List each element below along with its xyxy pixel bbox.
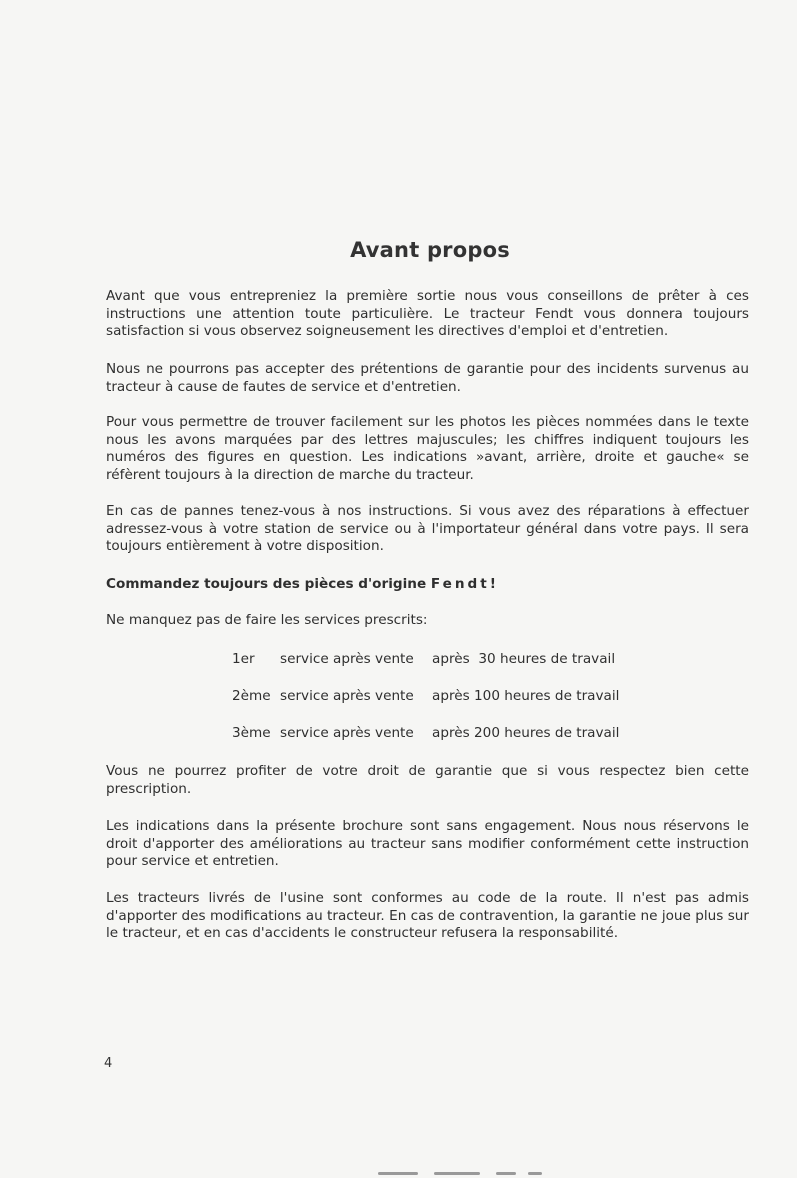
paragraph-photos: Pour vous permettre de trouver facilement sur les photos les pièces nommées dans le texte nous les avons marquées par des lettres majuscules; les chiffres indiquent toujours les numéros des figures en question. Les indications »avant, arrière, droite et gauche« se réfèrent toujours à la direction de marche du tracteur.	[106, 414, 749, 483]
service-name: service après vente	[280, 688, 414, 704]
paragraph-prescription: Vous ne pourrez profiter de votre droit de garantie que si vous respectez bien cette prescription.	[106, 763, 749, 797]
service-ordinal: 1er	[232, 651, 255, 667]
paragraph-intro: Avant que vous entrepreniez la première sortie nous vous conseillons de prêter à ces instructions une attention toute particulière. Le tracteur Fendt vous donnera toujours satisfaction si vous observez soigneusement les directives d'emploi et d'entretien.	[106, 288, 749, 340]
service-ordinal: 3ème	[232, 725, 271, 741]
service-interval: après 30 heures de travail	[432, 651, 616, 667]
page-number: 4	[104, 1056, 113, 1071]
brand-name: Fendt!	[430, 576, 499, 592]
service-ordinal: 2ème	[232, 688, 271, 704]
service-name: service après vente	[280, 725, 414, 741]
paragraph-warranty: Nous ne pourrons pas accepter des prétentions de garantie pour des incidents survenus au tracteur à cause de fautes de service et d'entretien.	[106, 361, 749, 395]
service-row	[232, 650, 615, 668]
service-row	[232, 724, 619, 742]
bottom-edge-marks	[378, 1166, 558, 1178]
original-parts-text: Commandez toujours des pièces d'origine	[106, 576, 427, 592]
service-interval: après 100 heures de travail	[432, 688, 620, 704]
service-name: service après vente	[280, 651, 414, 667]
paragraph-services-intro: Ne manquez pas de faire les services prescrits:	[106, 612, 428, 628]
paragraph-breakdowns: En cas de pannes tenez-vous à nos instructions. Si vous avez des réparations à effectuer adressez-vous à votre station de service ou à l'importateur général dans votre pays. Il sera toujours entièrement à votre disposition.	[106, 503, 749, 555]
service-interval: après 200 heures de travail	[432, 725, 620, 741]
service-row	[232, 687, 619, 705]
page-title: Avant propos	[350, 238, 510, 262]
paragraph-original-parts	[106, 576, 749, 594]
paragraph-road-code: Les tracteurs livrés de l'usine sont conformes au code de la route. Il n'est pas admis d'apporter des modifications au tracteur. En cas de contravention, la garantie ne joue plus sur le tracteur, et en cas d'accidents le constructeur refusera la responsabilité.	[106, 890, 749, 942]
paragraph-improvements: Les indications dans la présente brochure sont sans engagement. Nous nous réservons le droit d'apporter des améliorations au tracteur sans modifier conformément cette instruction pour service et entretien.	[106, 818, 749, 870]
